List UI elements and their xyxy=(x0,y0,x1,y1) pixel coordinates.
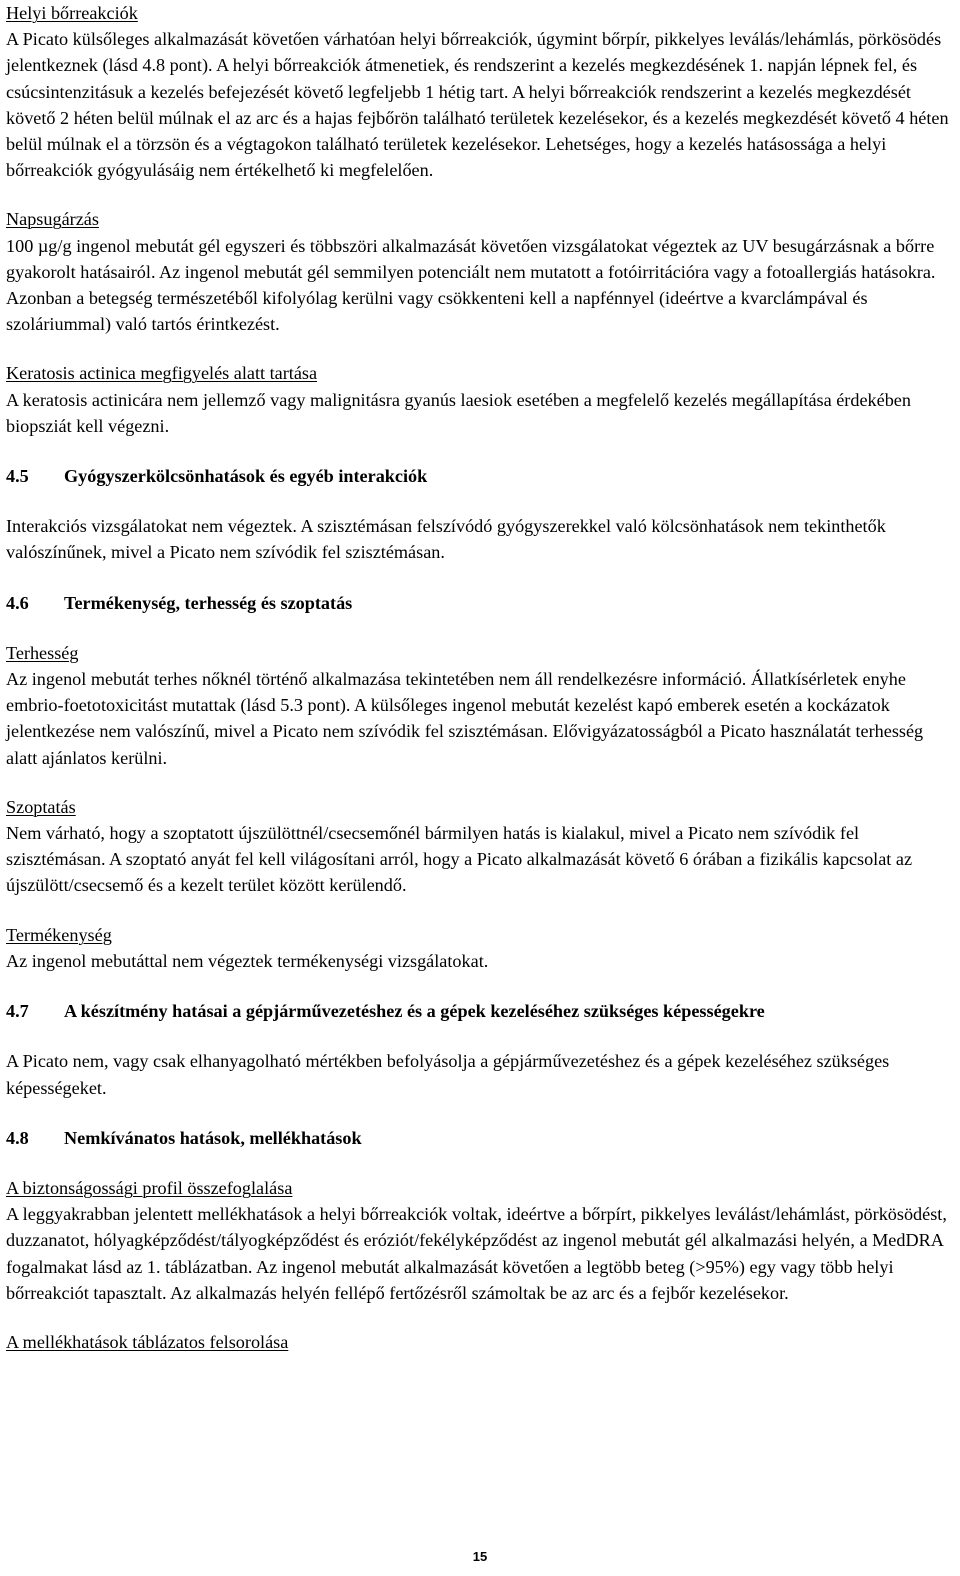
section-heading-4-8 xyxy=(6,1125,956,1151)
section-number: 4.6 xyxy=(6,592,29,613)
paragraph-breastfeeding: Nem várható, hogy a szoptatott újszülöttnél/csecsemőnél bármilyen hatás is kialakul, mivel a Picato nem szívódik fel szisztémásan. A szoptató anyát fel kell világosítani arról, hogy a Picato alkalmazását követő 6 órában a fizikális kapcsolat az újszülött/csecsemő és a kezelt terület között kerülendő. xyxy=(6,823,913,896)
paragraph-fertility: Az ingenol mebutáttal nem végeztek termékenységi vizsgálatokat. xyxy=(6,950,489,971)
section-number: 4.5 xyxy=(6,466,29,487)
section-title: A készítmény hatásai a gépjárművezetéshez és a gépek kezeléséhez szükséges képességekre xyxy=(64,1001,765,1022)
subheading-pregnancy: Terhesség xyxy=(6,642,79,663)
subheading-breastfeeding: Szoptatás xyxy=(6,796,76,817)
paragraph-safety-profile: A leggyakrabban jelentett mellékhatások a helyi bőrreakciók voltak, ideértve a bőrpírt, pikkelyes leválást/lehámlást, pörkösödést, duzzanatot, hólyagképződést/tályogképződést és eróziót/fekélyképződést az ingenol mebutát gél alkalmazási helyén, a MedDRA fogalmakat lásd az 1. táblázatban. Az ingenol mebutát alkalmazását követően a legtöbb beteg (>95%) egy vagy több helyi bőrreakciót tapasztalt. Az alkalmazás helyén fellépő fertőzésről számoltak be az arc és a fejbőr kezelésekor. xyxy=(6,1204,947,1303)
section-number: 4.7 xyxy=(6,1001,29,1022)
section-title: Gyógyszerkölcsönhatások és egyéb interakciók xyxy=(64,466,428,487)
paragraph-pregnancy: Az ingenol mebutát terhes nőknél történő alkalmazása tekintetében nem áll rendelkezésre információ. Állatkísérletek enyhe embrio-foetotoxicitást mutattak (lásd 5.3 pont). A külsőleges ingenol mebutát kezelést kapó emberek esetén a kockázatok jelentkezése nem valószínű, mivel a Picato nem szívódik fel szisztémásan. Elővigyázatosságból a Picato használatát terhesség alatt ajánlatos kerülni. xyxy=(6,669,924,768)
document-page xyxy=(6,0,956,1355)
section-title: Nemkívánatos hatások, mellékhatások xyxy=(64,1127,362,1148)
paragraph-driving: A Picato nem, vagy csak elhanyagolható mértékben befolyásolja a gépjárművezetéshez és a gépek kezeléséhez szükséges képességeket. xyxy=(6,1051,890,1098)
subheading-keratosis: Keratosis actinica megfigyelés alatt tartása xyxy=(6,363,318,384)
paragraph-sun-exposure: 100 µg/g ingenol mebutát gél egyszeri és többszöri alkalmazását követően vizsgálatokat végeztek az UV besugárzásnak a bőrre gyakorolt hatásairól. Az ingenol mebutát gél semmilyen potenciált nem mutatott a fotóirritációra vagy a fotoallergiás hatásokra. Azonban a betegség természetéből kifolyólag kerülni vagy csökkenteni kell a napfénnyel (ideértve a kvarclámpával és szoláriummal) való tartós érintkezést. xyxy=(6,235,936,335)
section-heading-4-5 xyxy=(6,463,956,489)
subheading-skin-reactions: Helyi bőrreakciók xyxy=(6,3,138,23)
paragraph-keratosis: A keratosis actinicára nem jellemző vagy malignitásra gyanús laesiok esetében a megfelelő kezelés megállapítása érdekében biopsziát kell végezni. xyxy=(6,389,911,436)
section-number: 4.8 xyxy=(6,1127,29,1148)
subheading-fertility: Termékenység xyxy=(6,924,112,945)
page-number: 15 xyxy=(472,1549,488,1564)
paragraph-interactions: Interakciós vizsgálatokat nem végeztek. A szisztémásan felszívódó gyógyszerekkel való kölcsönhatások nem tekinthetők valószínűnek, mivel a Picato nem szívódik fel szisztémásan. xyxy=(6,516,886,563)
subheading-adverse-reactions-table: A mellékhatások táblázatos felsorolása xyxy=(6,1331,289,1352)
section-heading-4-6 xyxy=(6,590,956,616)
paragraph-skin-reactions: A Picato külsőleges alkalmazását követően várhatóan helyi bőrreakciók, úgymint bőrpír, pikkelyes leválás/lehámlás, pörkösödés jelentkeznek (lásd 4.8 pont). A helyi bőrreakciók átmenetiek, és rendszerint a kezelés megkezdésének 1. napján lépnek fel, és csúcsintenzitásuk a kezelés befejezését követő legfeljebb 1 hétig tart. A helyi bőrreakciók rendszerint a kezelés megkezdését követő 2 héten belül múlnak el az arc és a hajas fejbőrön található területek kezelésekor, és a kezelés megkezdését követő 4 héten belül múlnak el a törzsön és a végtagokon található területek kezelésekor. Lehetséges, hogy a kezelés hatásossága a helyi bőrreakciók gyógyulásáig nem értékelhető ki megfelelően. xyxy=(6,29,949,181)
subheading-sun-exposure: Napsugárzás xyxy=(6,209,99,230)
section-heading-4-7 xyxy=(6,998,956,1024)
subheading-safety-profile: A biztonságossági profil összefoglalása xyxy=(6,1177,293,1198)
section-title: Termékenység, terhesség és szoptatás xyxy=(64,592,353,613)
